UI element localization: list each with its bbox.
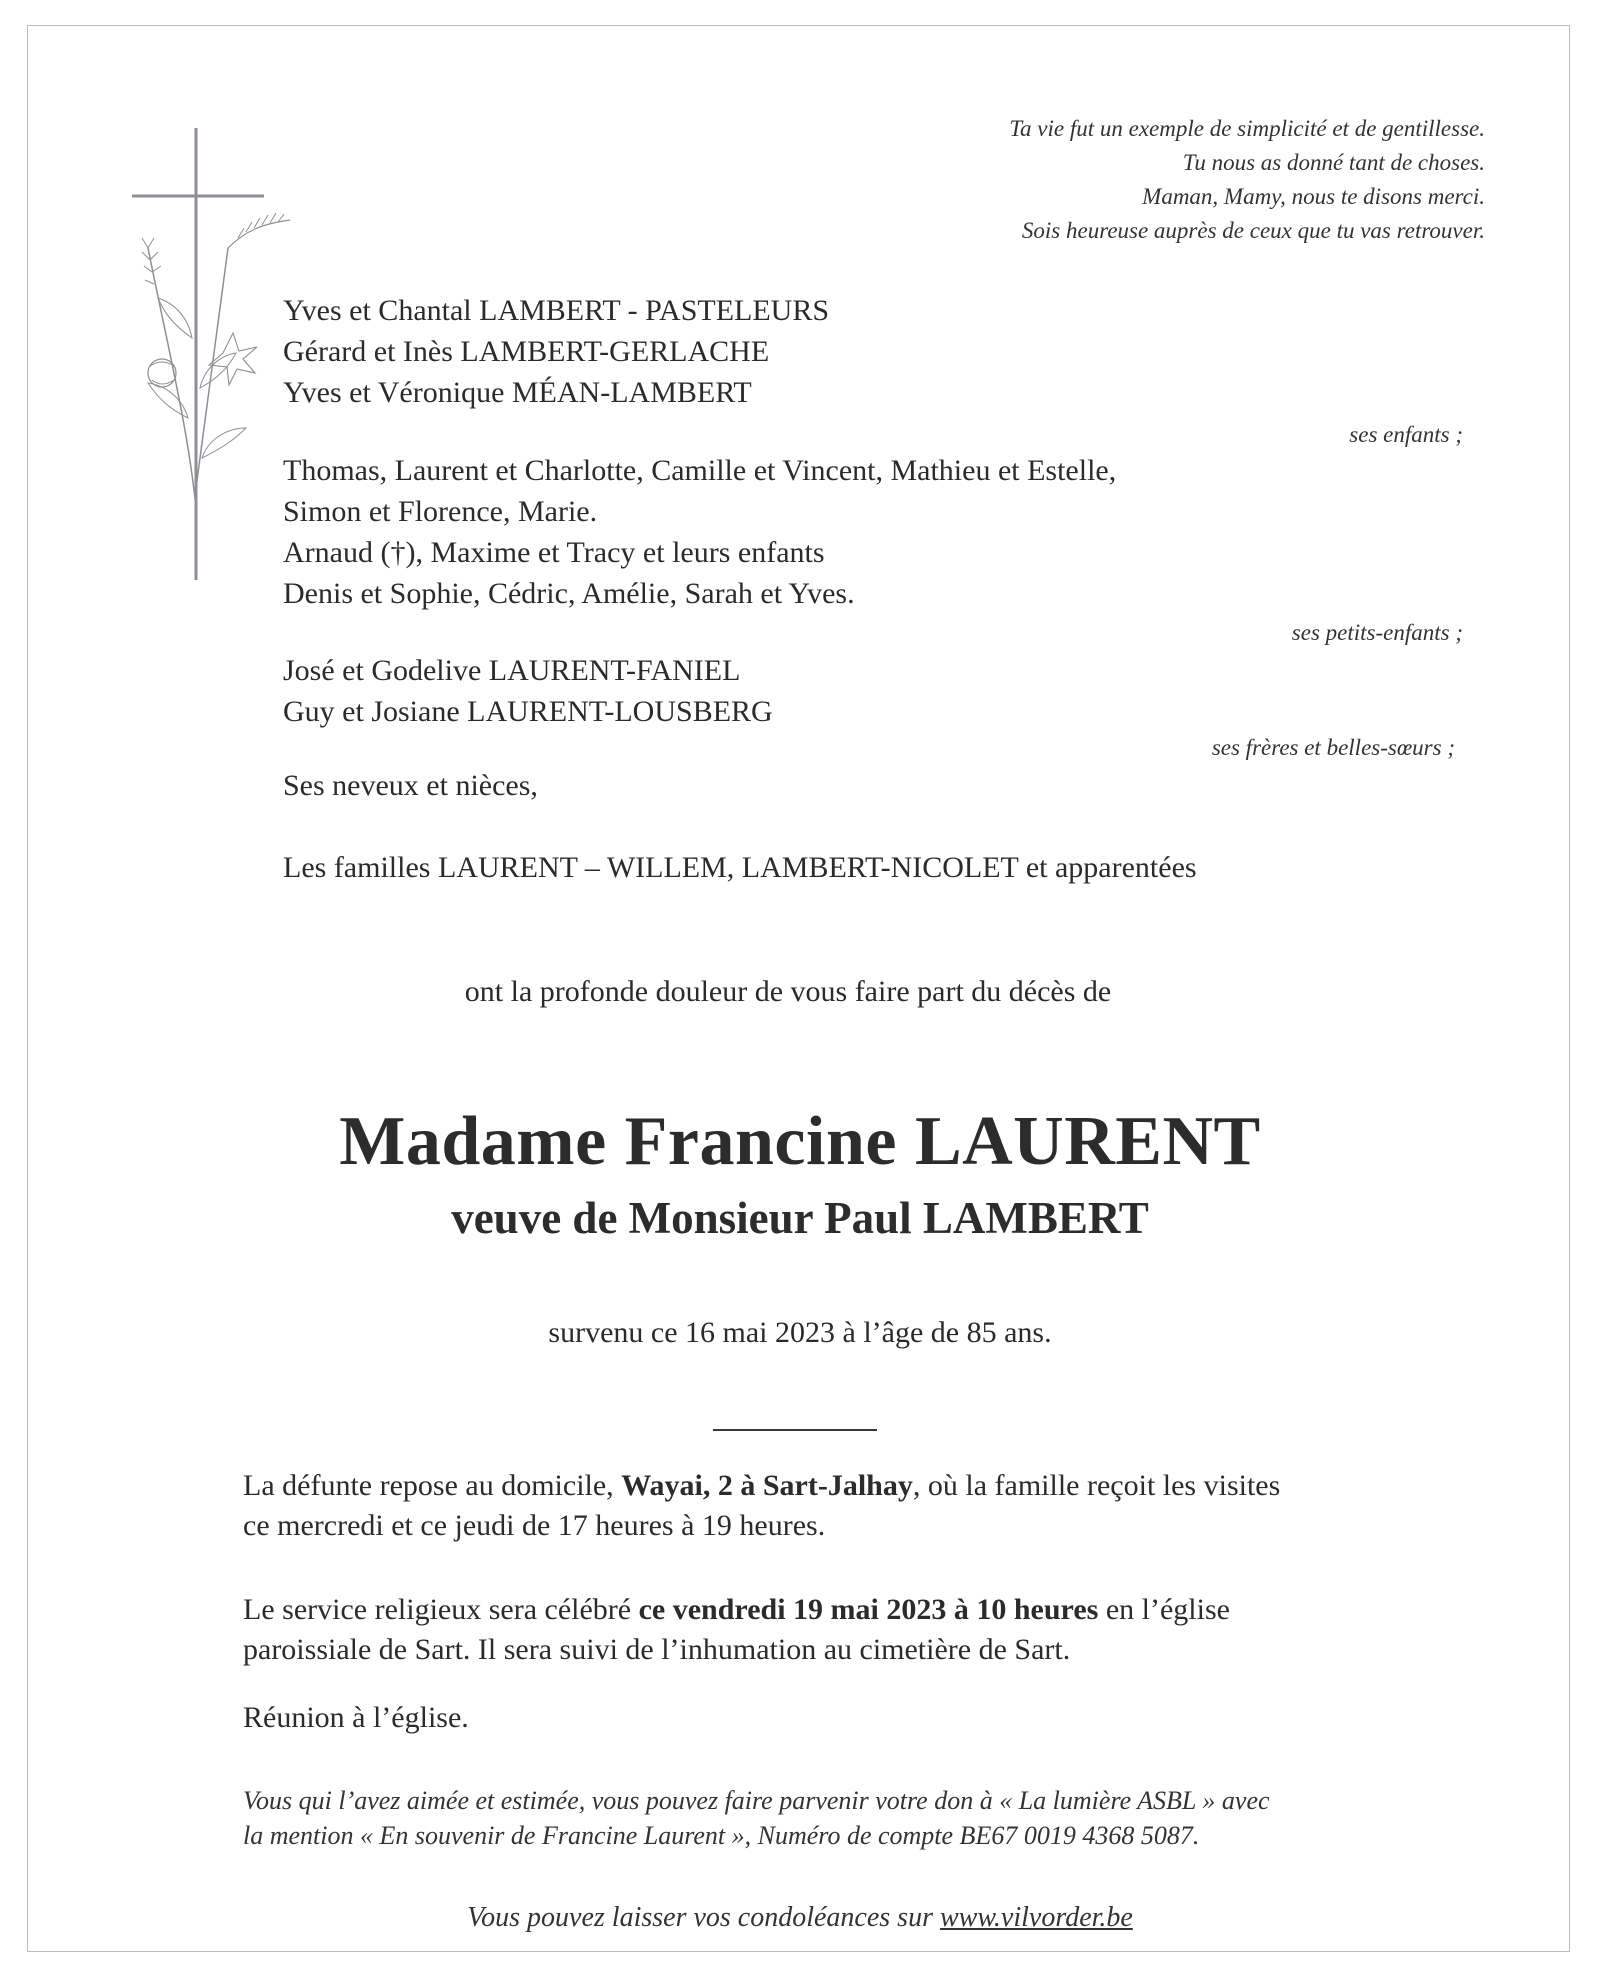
family-name: Guy et Josiane LAURENT-LOUSBERG bbox=[283, 695, 773, 728]
reunion-line: Réunion à l’église. bbox=[243, 1701, 469, 1734]
poem bbox=[785, 112, 1485, 248]
condolences-link[interactable]: www.vilvorder.be bbox=[939, 1902, 1133, 1933]
families-line: Les familles LAURENT – WILLEM, LAMBERT-NICOLET et apparentées bbox=[283, 851, 1197, 884]
siblings-list bbox=[283, 650, 773, 732]
divider bbox=[713, 1429, 877, 1431]
family-name: Yves et Véronique MÉAN-LAMBERT bbox=[283, 376, 752, 409]
nephews-line: Ses neveux et nièces, bbox=[283, 769, 538, 802]
grandchildren-role: ses petits-enfants ; bbox=[1291, 620, 1463, 645]
service-date: ce vendredi 19 mai 2023 à 10 heures bbox=[638, 1593, 1099, 1626]
donation-line: la mention « En souvenir de Francine Laurent », Numéro de compte BE67 0019 4368 5087. bbox=[243, 1821, 1200, 1850]
visitation-hours: ce mercredi et ce jeudi de 17 heures à 19 heures. bbox=[243, 1509, 826, 1542]
poem-line: Maman, Mamy, nous te disons merci. bbox=[1142, 184, 1485, 209]
family-name: Thomas, Laurent et Charlotte, Camille et Vincent, Mathieu et Estelle, bbox=[283, 454, 1117, 487]
family-name: José et Godelive LAURENT-FANIEL bbox=[283, 654, 741, 687]
siblings-role: ses frères et belles-sœurs ; bbox=[1211, 735, 1455, 760]
service-burial: paroissiale de Sart. Il sera suivi de l’inhumation au cimetière de Sart. bbox=[243, 1633, 1071, 1666]
condolences-line bbox=[0, 1900, 1600, 1935]
death-date: survenu ce 16 mai 2023 à l’âge de 85 ans. bbox=[548, 1316, 1052, 1349]
visitation-text: , où la famille reçoit les visites bbox=[912, 1469, 1281, 1502]
service-paragraph bbox=[243, 1590, 1463, 1670]
deceased-name: Madame Francine LAURENT bbox=[339, 1103, 1261, 1180]
cross-icon bbox=[128, 128, 298, 588]
poem-line: Ta vie fut un exemple de simplicité et de gentillesse. bbox=[1009, 116, 1485, 141]
children-role: ses enfants ; bbox=[1349, 422, 1463, 447]
donation-note bbox=[243, 1783, 1463, 1853]
grandchildren-list bbox=[283, 450, 1116, 614]
service-text: Le service religieux sera célébré bbox=[243, 1593, 632, 1626]
family-name: Denis et Sophie, Cédric, Amélie, Sarah et Yves. bbox=[283, 577, 855, 610]
family-name: Gérard et Inès LAMBERT-GERLACHE bbox=[283, 335, 770, 368]
poem-line: Tu nous as donné tant de choses. bbox=[1182, 150, 1485, 175]
children-list bbox=[283, 290, 829, 413]
donation-line: Vous qui l’avez aimée et estimée, vous pouvez faire parvenir votre don à « La lumière ASBL » avec bbox=[243, 1786, 1270, 1815]
announcement: ont la profonde douleur de vous faire part du décès de bbox=[464, 975, 1112, 1008]
visitation-address: Wayai, 2 à Sart-Jalhay bbox=[621, 1469, 913, 1502]
family-name: Simon et Florence, Marie. bbox=[283, 495, 598, 528]
visitation-text: La défunte repose au domicile, bbox=[243, 1469, 614, 1502]
family-name: Yves et Chantal LAMBERT - PASTELEURS bbox=[283, 294, 830, 327]
deceased-widow-of: veuve de Monsieur Paul LAMBERT bbox=[451, 1193, 1149, 1243]
poem-line: Sois heureuse auprès de ceux que tu vas retrouver. bbox=[1021, 218, 1485, 243]
family-name: Arnaud (†), Maxime et Tracy et leurs enfants bbox=[283, 536, 825, 569]
condolences-text: Vous pouvez laisser vos condoléances sur bbox=[467, 1902, 933, 1933]
service-text: en l’église bbox=[1105, 1593, 1230, 1626]
visitation-paragraph bbox=[243, 1466, 1463, 1546]
